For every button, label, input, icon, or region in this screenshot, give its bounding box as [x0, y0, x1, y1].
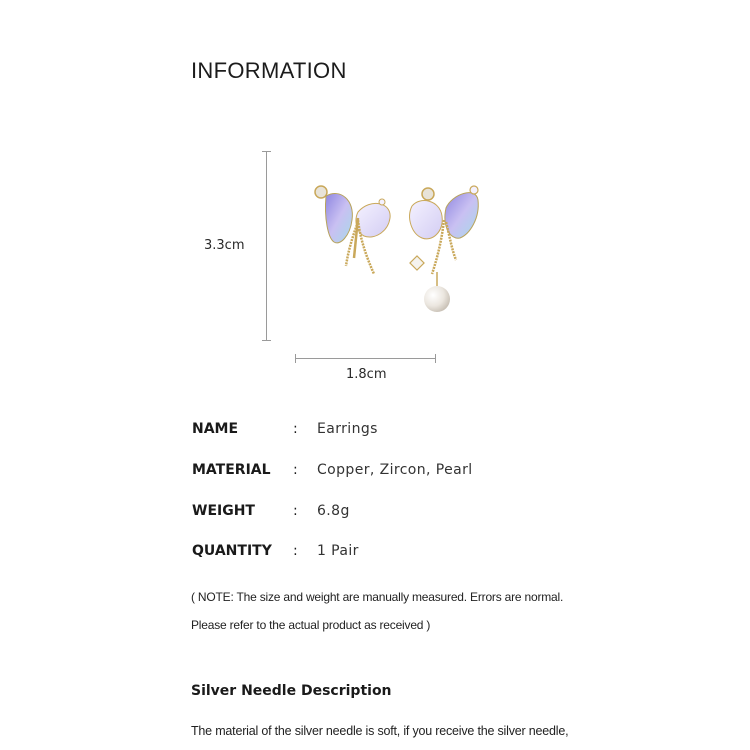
- spec-row-material: [192, 462, 612, 484]
- spec-key: QUANTITY: [192, 543, 272, 559]
- width-dimension-cap-left: [295, 354, 296, 363]
- spec-colon: :: [293, 462, 298, 478]
- height-label: 3.3cm: [204, 238, 245, 253]
- height-dimension-cap-top: [262, 151, 271, 152]
- height-dimension-line: [266, 151, 267, 341]
- butterfly-earrings-icon: [300, 178, 490, 323]
- spec-colon: :: [293, 543, 298, 559]
- page-title: INFORMATION: [191, 58, 347, 83]
- note-line-2: Please refer to the actual product as received ): [191, 618, 431, 632]
- spec-key: WEIGHT: [192, 503, 255, 519]
- spec-row-weight: [192, 503, 612, 525]
- spec-key: NAME: [192, 421, 239, 437]
- spec-value: 1 Pair: [317, 543, 359, 559]
- width-dimension-line: [295, 358, 436, 359]
- right-earring: [410, 186, 479, 312]
- width-label: 1.8cm: [346, 367, 387, 382]
- silver-needle-text: The material of the silver needle is soft, if you receive the silver needle,: [191, 724, 569, 738]
- spec-row-quantity: [192, 543, 612, 565]
- note-line-1: ( NOTE: The size and weight are manually measured. Errors are normal.: [191, 590, 564, 604]
- spec-key: MATERIAL: [192, 462, 271, 478]
- spec-row-name: [192, 421, 612, 443]
- spec-colon: :: [293, 503, 298, 519]
- spec-value: Earrings: [317, 421, 378, 437]
- width-dimension-cap-right: [435, 354, 436, 363]
- left-earring: [315, 186, 390, 274]
- spec-colon: :: [293, 421, 298, 437]
- height-dimension-cap-bottom: [262, 340, 271, 341]
- spec-value: Copper, Zircon, Pearl: [317, 462, 473, 478]
- spec-value: 6.8g: [317, 503, 350, 519]
- silver-needle-title: Silver Needle Description: [191, 683, 392, 699]
